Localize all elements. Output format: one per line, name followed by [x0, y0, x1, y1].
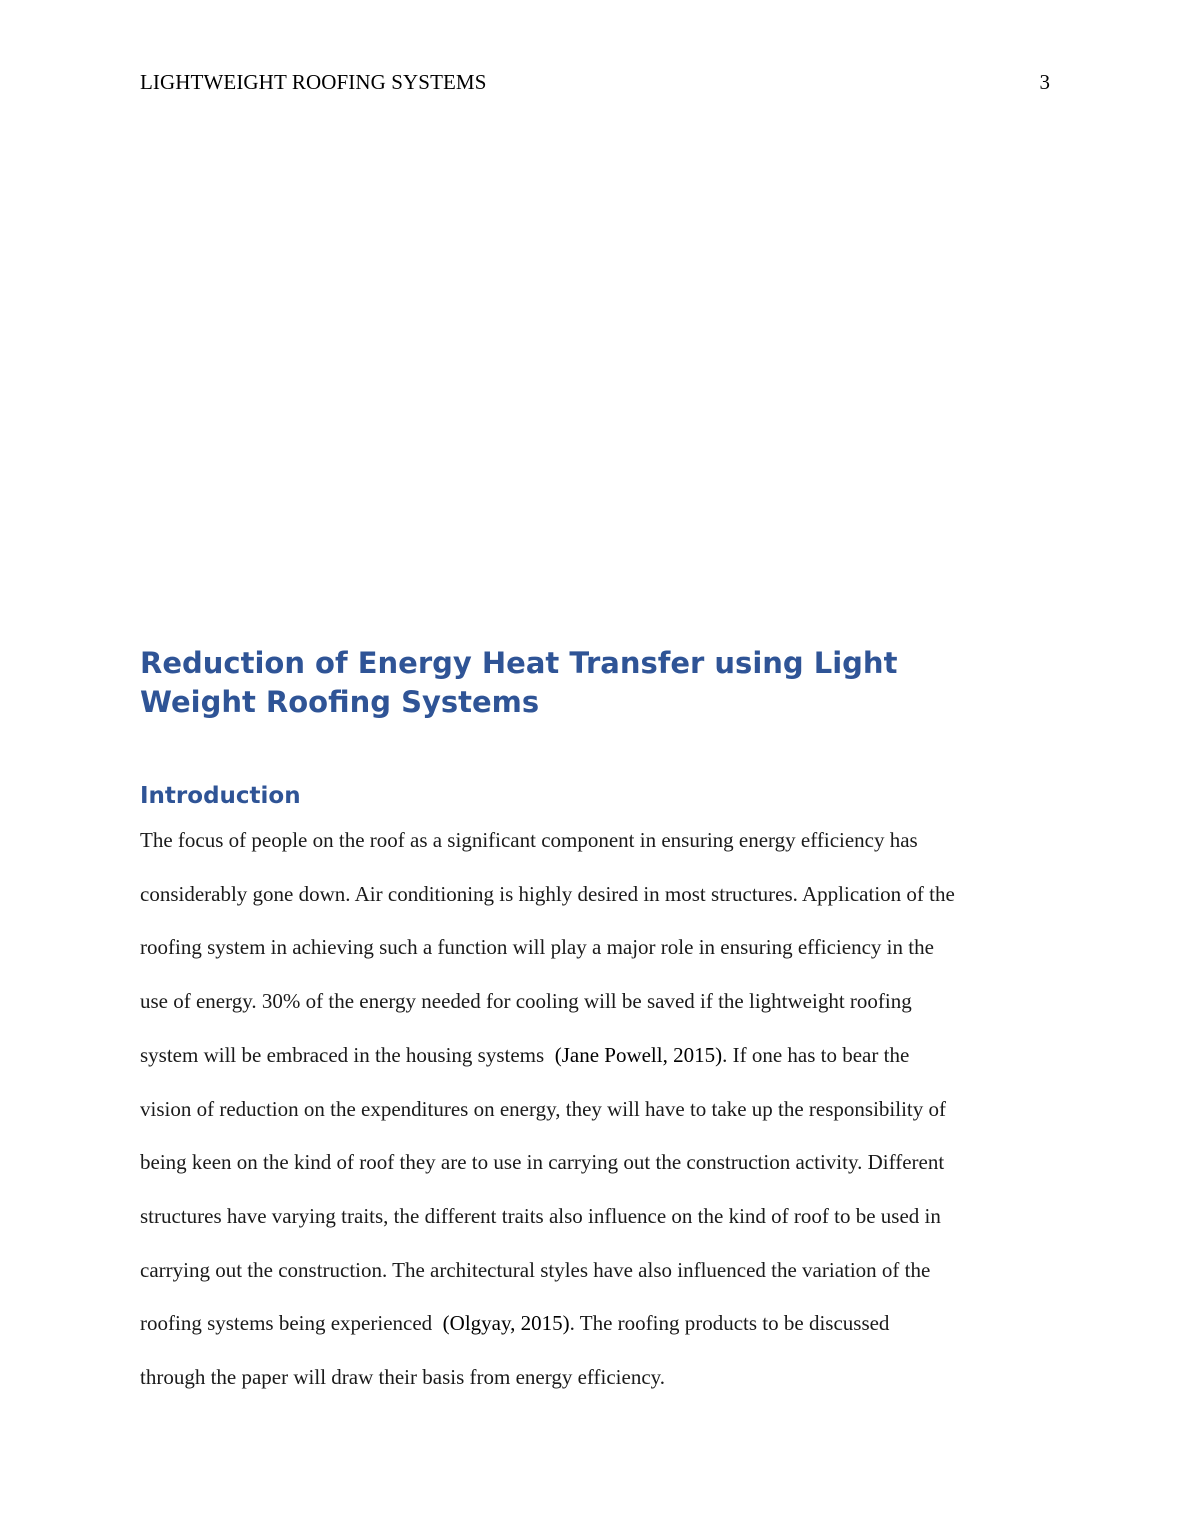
- paragraph-line: [140, 1297, 1052, 1351]
- paragraph-line: through the paper will draw their basis from energy efficiency.: [140, 1365, 666, 1390]
- line-text: system will be embraced in the housing systems: [140, 1042, 555, 1067]
- document-title: [140, 644, 1040, 722]
- paragraph-line: carrying out the construction. The architectural styles have also influenced the variation of the: [140, 1257, 931, 1282]
- title-line-1: Reduction of Energy Heat Transfer using Light: [140, 646, 898, 680]
- paragraph-line: use of energy. 30% of the energy needed for cooling will be saved if the lightweight roofing: [140, 989, 912, 1014]
- paragraph-line: roofing system in achieving such a function will play a major role in ensuring efficiency in the: [140, 935, 934, 960]
- paragraph-line: considerably gone down. Air conditioning is highly desired in most structures. Application of the: [140, 881, 955, 906]
- line-text: . If one has to bear the: [722, 1042, 910, 1067]
- title-line-2: Weight Roofing Systems: [140, 685, 540, 719]
- line-text: roofing systems being experienced: [140, 1311, 443, 1336]
- paragraph-line: structures have varying traits, the different traits also influence on the kind of roof to be used in: [140, 1203, 941, 1228]
- citation: (Olgyay, 2015): [442, 1311, 570, 1336]
- paragraph-line: being keen on the kind of roof they are to use in carrying out the construction activity. Different: [140, 1150, 945, 1175]
- paragraph-line: [140, 1029, 1052, 1083]
- line-text: . The roofing products to be discussed: [569, 1311, 890, 1336]
- introduction-paragraph: [140, 814, 1052, 1405]
- paragraph-line: The focus of people on the roof as a significant component in ensuring energy efficiency has: [140, 828, 918, 852]
- page-number: 3: [1039, 70, 1050, 94]
- running-head: LIGHTWEIGHT ROOFING SYSTEMS: [140, 70, 487, 94]
- section-heading-introduction: Introduction: [140, 783, 301, 809]
- citation: (Jane Powell, 2015): [554, 1042, 723, 1067]
- paragraph-line: vision of reduction on the expenditures on energy, they will have to take up the responsibility of: [140, 1096, 946, 1121]
